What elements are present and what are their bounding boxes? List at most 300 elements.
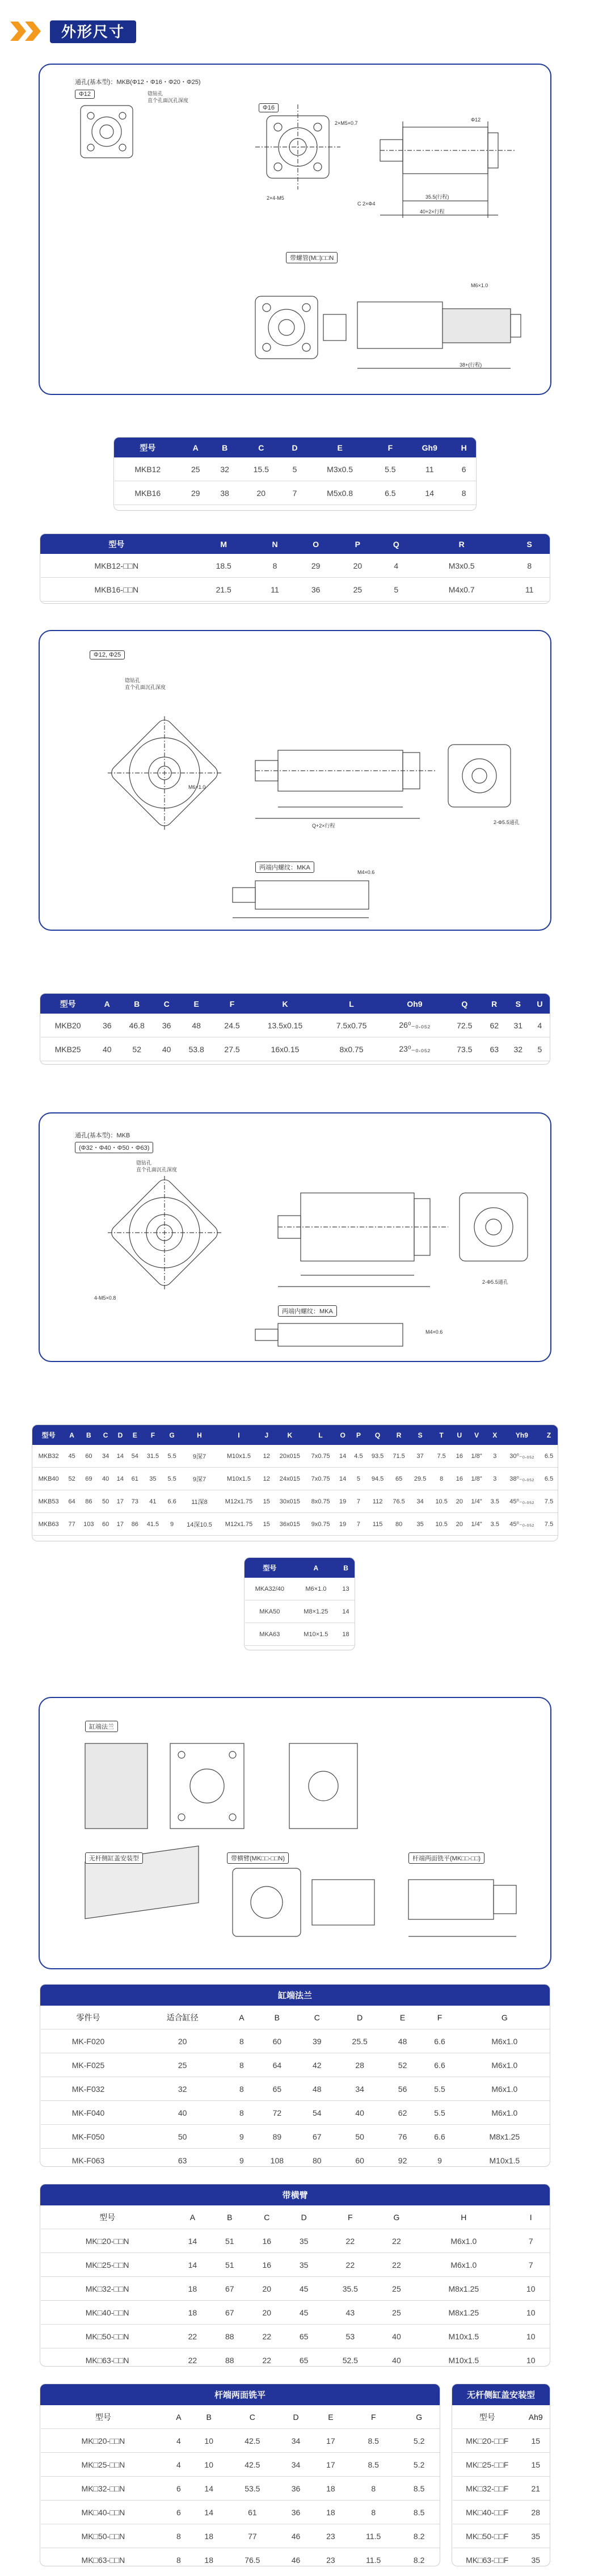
table-row [41, 2149, 550, 2167]
table-cell: 36 [295, 578, 337, 602]
table-cell: 35 [410, 1513, 431, 1536]
column-header: H [452, 438, 476, 457]
table-cell: 25.5 [334, 2029, 385, 2053]
table-cell: 12 [259, 1445, 274, 1468]
table-cell: 51 [211, 2229, 248, 2253]
table-cell: 29 [181, 481, 210, 505]
table-cell: MKA63 [245, 1623, 295, 1646]
table-row [245, 1623, 355, 1646]
table-cell: MKB20 [41, 1014, 95, 1037]
table-cell: 37 [410, 1445, 431, 1468]
table-cell: M12x1.75 [218, 1490, 259, 1513]
figure-tag: Φ12 [75, 90, 95, 99]
table-cell: 11 [509, 578, 550, 602]
column-header: U [452, 1426, 467, 1445]
table-row [41, 2053, 550, 2077]
column-header: D [285, 2205, 322, 2229]
table-cell: 36 [279, 2501, 313, 2524]
table-cell: 5.2 [399, 2429, 440, 2453]
spec-table-e [244, 1557, 355, 1650]
figure-tag: 两端内螺纹：MKA [255, 862, 314, 873]
table-cell: 64 [254, 2053, 300, 2077]
column-header: H [180, 1426, 218, 1445]
column-header: Gh9 [407, 438, 452, 457]
table-cell: MKB16 [115, 481, 182, 505]
table-cell: MK□20-□□N [41, 2229, 174, 2253]
table-cell: 8 [229, 2053, 254, 2077]
table-row [41, 2077, 550, 2101]
table-cell: 18 [191, 2548, 226, 2567]
table-cell: 8 [166, 2548, 191, 2567]
table-cell: M6x1.0 [415, 2229, 512, 2253]
column-header: Q [378, 535, 414, 554]
table-cell: 14 [113, 1445, 128, 1468]
table-cell: MKB32 [33, 1445, 65, 1468]
table-cell: 28 [334, 2053, 385, 2077]
table-cell: 53 [322, 2325, 378, 2348]
table-cell: 15 [522, 2453, 550, 2477]
table-cell: 19 [335, 1513, 350, 1536]
table-row [41, 2477, 440, 2501]
table-cell: 69 [79, 1468, 99, 1490]
table-cell: 60 [254, 2029, 300, 2053]
table-cell: 3.5 [486, 1513, 503, 1536]
column-header: E [306, 438, 373, 457]
table-cell: MK-F050 [41, 2125, 136, 2149]
table-cell: 48 [179, 1014, 214, 1037]
table-cell: 31.5 [142, 1445, 164, 1468]
column-header: Q [446, 994, 482, 1014]
table-cell: 34 [279, 2453, 313, 2477]
table-cell: 54 [128, 1445, 142, 1468]
table-cell: 20 [248, 2277, 285, 2301]
table-row [41, 2548, 440, 2567]
table-cell: 43 [322, 2301, 378, 2325]
table-cell: 14 [191, 2501, 226, 2524]
table-cell: 20 [248, 2301, 285, 2325]
table-cell: 9 [229, 2125, 254, 2149]
drawing-dimension: C 2×Φ4 [357, 201, 376, 207]
table-cell: M5x0.8 [306, 481, 373, 505]
table-row [41, 2453, 440, 2477]
table-cell: M8x1.25 [415, 2277, 512, 2301]
table-cell: 64 [65, 1490, 79, 1513]
table-cell: 13.5x0.15 [250, 1014, 321, 1037]
column-header: D [334, 2006, 385, 2029]
drawing-note: 锪钻孔 [148, 91, 163, 96]
table-cell: 15 [259, 1513, 274, 1536]
column-header: B [338, 1558, 355, 1578]
figure-tag: Φ16 [259, 103, 279, 112]
table-row [33, 1513, 558, 1536]
table-row [41, 2301, 550, 2325]
table-cell: 22 [378, 2253, 415, 2277]
table-cell: 52 [385, 2053, 419, 2077]
table-cell: 18 [313, 2501, 348, 2524]
table-cell: 45 [65, 1445, 79, 1468]
table-cell: M3x0.5 [414, 554, 509, 578]
table-cell: 9 [229, 2149, 254, 2167]
table-cell: 21 [522, 2477, 550, 2501]
table-cell: MK-F025 [41, 2053, 136, 2077]
drawing-dimension: 40+2×行程 [420, 209, 445, 215]
table-cell: MKB53 [33, 1490, 65, 1513]
table-row [41, 2029, 550, 2053]
table-cell: 67 [300, 2125, 334, 2149]
column-header: N [255, 535, 294, 554]
column-header: I [512, 2205, 550, 2229]
table-cell: 25 [181, 457, 210, 481]
table-cell: 10 [512, 2348, 550, 2367]
table-cell: 52.5 [322, 2348, 378, 2367]
figure-tag: 无杆侧缸盖安装型 [85, 1852, 143, 1864]
column-header: S [410, 1426, 431, 1445]
table-cell: 35 [142, 1468, 164, 1490]
table-cell: 25 [378, 2277, 415, 2301]
table-cell: 62 [482, 1014, 506, 1037]
table-cell: 103 [79, 1513, 99, 1536]
table-cell: 39 [300, 2029, 334, 2053]
table-cell: 14 [174, 2253, 211, 2277]
table-cell: 16x0.15 [250, 1037, 321, 1061]
drawing-card-accessories [39, 1697, 551, 1969]
column-header: G [460, 2006, 549, 2029]
table-cell: 20 [452, 1513, 467, 1536]
table-cell: 9深7 [180, 1468, 218, 1490]
table-cell: MK□63-□□F [453, 2548, 522, 2567]
table-cell: 53.8 [179, 1037, 214, 1061]
table-cell: 20 [136, 2029, 229, 2053]
table-cell: 48 [385, 2029, 419, 2053]
spec-table-b [40, 533, 550, 604]
table-cell: 12 [259, 1468, 274, 1490]
table-cell: 1/8" [467, 1445, 487, 1468]
table-cell: 63 [482, 1037, 506, 1061]
table-cell: 40 [378, 2325, 415, 2348]
table-cell: 4 [166, 2429, 191, 2453]
spec-table-f [40, 1984, 550, 2167]
table-cell: 48 [300, 2077, 334, 2101]
table-cell: 92 [385, 2149, 419, 2167]
column-header: C [98, 1426, 113, 1445]
column-header: D [283, 438, 307, 457]
spec-table-a [113, 437, 477, 511]
table-cell: MKA32/40 [245, 1578, 295, 1600]
table-cell: M10x1.5 [460, 2149, 549, 2167]
table-cell: 30x015 [274, 1490, 306, 1513]
table-cell: MK-F040 [41, 2101, 136, 2125]
column-header: J [259, 1426, 274, 1445]
table-cell: 34 [98, 1445, 113, 1468]
table-cell: 73.5 [446, 1037, 482, 1061]
column-header: M [192, 535, 255, 554]
table-cell: 4 [166, 2453, 191, 2477]
table-cell: 11 [255, 578, 294, 602]
table-cell: 30⁰₋₀.₀₅₂ [503, 1445, 540, 1468]
table-caption: 带横臂 [41, 2185, 550, 2205]
column-header: 型号 [33, 1426, 65, 1445]
table-cell: 6.5 [541, 1445, 558, 1468]
table-caption: 杆端两面铣平 [41, 2385, 440, 2405]
drawing-dimension: M6×1.0 [188, 784, 206, 790]
table-cell: 73 [128, 1490, 142, 1513]
column-header: R [388, 1426, 410, 1445]
table-cell: 9 [420, 2149, 460, 2167]
table-cell: 25 [337, 578, 379, 602]
table-cell: 29 [295, 554, 337, 578]
table-cell: MK□50-□□F [453, 2524, 522, 2548]
table-cell: 15 [259, 1490, 274, 1513]
table-cell: M10x1.5 [415, 2325, 512, 2348]
table-cell: 6.6 [420, 2053, 460, 2077]
table-cell: 14 [113, 1468, 128, 1490]
table-cell: 11 [407, 457, 452, 481]
table-cell: 5.5 [373, 457, 407, 481]
table-cell: 16 [452, 1468, 467, 1490]
table-cell: 36 [279, 2477, 313, 2501]
column-header: L [321, 994, 383, 1014]
table-cell: 31 [506, 1014, 530, 1037]
table-cell: 4.5 [350, 1445, 367, 1468]
table-cell: 22 [174, 2348, 211, 2367]
column-header: O [335, 1426, 350, 1445]
table-cell: 52 [65, 1468, 79, 1490]
table-cell: 14深10.5 [180, 1513, 218, 1536]
column-header: G [378, 2205, 415, 2229]
table-cell: 61 [128, 1468, 142, 1490]
table-cell: M10x1.5 [218, 1445, 259, 1468]
spec-table-c [40, 993, 550, 1065]
table-cell: 1/4" [467, 1490, 487, 1513]
table-row [245, 1578, 355, 1600]
table-cell: 46 [279, 2548, 313, 2567]
table-cell: 5 [530, 1037, 549, 1061]
table-cell: 17 [313, 2453, 348, 2477]
table-row [33, 1490, 558, 1513]
table-cell: 8x0.75 [306, 1490, 335, 1513]
column-header: B [119, 994, 155, 1014]
column-header: 型号 [41, 535, 193, 554]
table-cell: 8.2 [399, 2524, 440, 2548]
table-cell: M12x1.75 [218, 1513, 259, 1536]
table-cell: 15 [522, 2429, 550, 2453]
table-cell: 8 [431, 1468, 452, 1490]
column-header: E [128, 1426, 142, 1445]
figure-tag: Φ12, Φ25 [90, 650, 125, 659]
drawing-dimension: Q+2×行程 [312, 823, 335, 829]
table-cell: 20 [452, 1490, 467, 1513]
column-header: A [181, 438, 210, 457]
table-cell: MK□20-□□F [453, 2429, 522, 2453]
column-header: A [166, 2405, 191, 2429]
table-row [453, 2429, 550, 2453]
table-cell: 40 [378, 2348, 415, 2367]
table-cell: 22 [248, 2348, 285, 2367]
table-cell: 6.5 [373, 481, 407, 505]
table-cell: 45 [285, 2277, 322, 2301]
table-row [33, 1445, 558, 1468]
table-cell: 6.6 [163, 1490, 180, 1513]
table-cell: 46 [279, 2524, 313, 2548]
table-cell: MK□25-□□F [453, 2453, 522, 2477]
table-cell: 115 [367, 1513, 389, 1536]
column-header: C [155, 994, 179, 1014]
table-cell: 51 [211, 2253, 248, 2277]
table-row [41, 554, 550, 578]
table-row [41, 2429, 440, 2453]
column-header: Q [367, 1426, 389, 1445]
column-header: R [482, 994, 506, 1014]
table-cell: 6 [452, 457, 476, 481]
drawing-note: M6×1.0 [471, 283, 488, 288]
drawing-note: 直个孔面沉孔深度 [148, 98, 189, 103]
table-cell: M6x1.0 [460, 2101, 549, 2125]
table-cell: MK□40-□□F [453, 2501, 522, 2524]
table-cell: 9 [163, 1513, 180, 1536]
table-row [41, 2229, 550, 2253]
drawing-note: 锪钻孔 [136, 1160, 152, 1166]
table-cell: 14 [335, 1468, 350, 1490]
table-row [41, 2125, 550, 2149]
table-cell: 46.8 [119, 1014, 155, 1037]
table-cell: 52 [119, 1037, 155, 1061]
table-cell: 45 [285, 2301, 322, 2325]
table-cell: MK□25-□□N [41, 2453, 166, 2477]
table-cell: 5 [350, 1468, 367, 1490]
table-cell: 7 [350, 1490, 367, 1513]
table-cell: 93.5 [367, 1445, 389, 1468]
table-cell: 4 [530, 1014, 549, 1037]
table-cell: 14 [335, 1445, 350, 1468]
table-cell: 7x0.75 [306, 1445, 335, 1468]
table-cell: 10 [191, 2429, 226, 2453]
table-row [41, 2277, 550, 2301]
table-cell: 9x0.75 [306, 1513, 335, 1536]
column-header: Oh9 [383, 994, 447, 1014]
table-cell: 8.5 [348, 2429, 399, 2453]
table-cell: 53.5 [226, 2477, 279, 2501]
column-header: B [191, 2405, 226, 2429]
table-row [41, 2325, 550, 2348]
table-cell: 24.5 [214, 1014, 250, 1037]
column-header: F [142, 1426, 164, 1445]
table-cell: 41 [142, 1490, 164, 1513]
technical-drawing [40, 631, 551, 931]
table-cell: 18 [174, 2277, 211, 2301]
table-cell: 8.5 [399, 2501, 440, 2524]
drawing-card-mkb-small [39, 64, 551, 395]
column-header: A [229, 2006, 254, 2029]
table-cell: MKB12 [115, 457, 182, 481]
spec-table-h [40, 2384, 440, 2566]
table-cell: 1/4" [467, 1513, 487, 1536]
column-header: E [313, 2405, 348, 2429]
table-cell: 8 [452, 481, 476, 505]
table-cell: 71.5 [388, 1445, 410, 1468]
table-cell: 8.2 [399, 2548, 440, 2567]
technical-drawing [40, 1698, 551, 1969]
column-header: I [218, 1426, 259, 1445]
table-cell: 13 [338, 1578, 355, 1600]
chevron-right-icon [25, 22, 41, 41]
table-cell: 65 [285, 2348, 322, 2367]
column-header: P [337, 535, 379, 554]
table-cell: 40 [95, 1037, 119, 1061]
table-cell: 3 [486, 1445, 503, 1468]
table-cell: 24x015 [274, 1468, 306, 1490]
column-header: D [113, 1426, 128, 1445]
table-cell: 34 [279, 2429, 313, 2453]
column-header: F [420, 2006, 460, 2029]
table-cell: 80 [388, 1513, 410, 1536]
table-cell: 61 [226, 2501, 279, 2524]
table-cell: 11.5 [348, 2548, 399, 2567]
table-row [41, 2253, 550, 2277]
column-header: 型号 [41, 994, 95, 1014]
section-title-bar [10, 16, 180, 47]
table-cell: 7.5 [541, 1490, 558, 1513]
column-header: 零件号 [41, 2006, 136, 2029]
figure-tag: 带横臂(MK□□-□□N) [227, 1852, 289, 1864]
column-header: H [415, 2205, 512, 2229]
table-cell: 36 [155, 1014, 179, 1037]
table-cell: 50 [98, 1490, 113, 1513]
table-cell: 40 [98, 1468, 113, 1490]
table-cell: 14 [407, 481, 452, 505]
table-cell: 32 [506, 1037, 530, 1061]
table-row [41, 1014, 550, 1037]
column-header: G [163, 1426, 180, 1445]
table-cell: MKB63 [33, 1513, 65, 1536]
table-cell: 7.5 [541, 1513, 558, 1536]
column-header: E [179, 994, 214, 1014]
table-cell: 77 [226, 2524, 279, 2548]
column-header: A [174, 2205, 211, 2229]
table-cell: 63 [136, 2149, 229, 2167]
table-cell: MKB16-□□N [41, 578, 193, 602]
table-cell: 19 [335, 1490, 350, 1513]
table-cell: 14 [191, 2477, 226, 2501]
column-header: C [239, 438, 283, 457]
column-header: B [79, 1426, 99, 1445]
table-cell: 8 [229, 2101, 254, 2125]
figure-tag: 两端内螺纹：MKA [278, 1305, 337, 1317]
column-header: X [486, 1426, 503, 1445]
table-cell: 17 [113, 1490, 128, 1513]
table-cell: 23⁰₋₀.₀₅₂ [383, 1037, 447, 1061]
table-cell: 88 [211, 2325, 248, 2348]
column-header: 型号 [41, 2205, 174, 2229]
table-cell: 16 [248, 2253, 285, 2277]
table-cell: 8x0.75 [321, 1037, 383, 1061]
table-cell: MK□40-□□N [41, 2501, 166, 2524]
table-cell: 22 [174, 2325, 211, 2348]
table-cell: 17 [313, 2429, 348, 2453]
table-cell: M6x1.0 [415, 2253, 512, 2277]
table-cell: 20x015 [274, 1445, 306, 1468]
table-cell: 3 [486, 1468, 503, 1490]
spec-table-i [452, 2384, 550, 2566]
table-cell: 16 [452, 1445, 467, 1468]
table-cell: 36 [95, 1014, 119, 1037]
table-cell: 22 [378, 2229, 415, 2253]
table-cell: 26⁰₋₀.₀₅₂ [383, 1014, 447, 1037]
table-cell: 23 [313, 2548, 348, 2567]
table-cell: M3x0.5 [306, 457, 373, 481]
drawing-dimension: Φ12 [471, 117, 481, 123]
figure-tag: (Φ32・Φ40・Φ50・Φ63) [75, 1142, 153, 1153]
table-cell: 6 [166, 2477, 191, 2501]
